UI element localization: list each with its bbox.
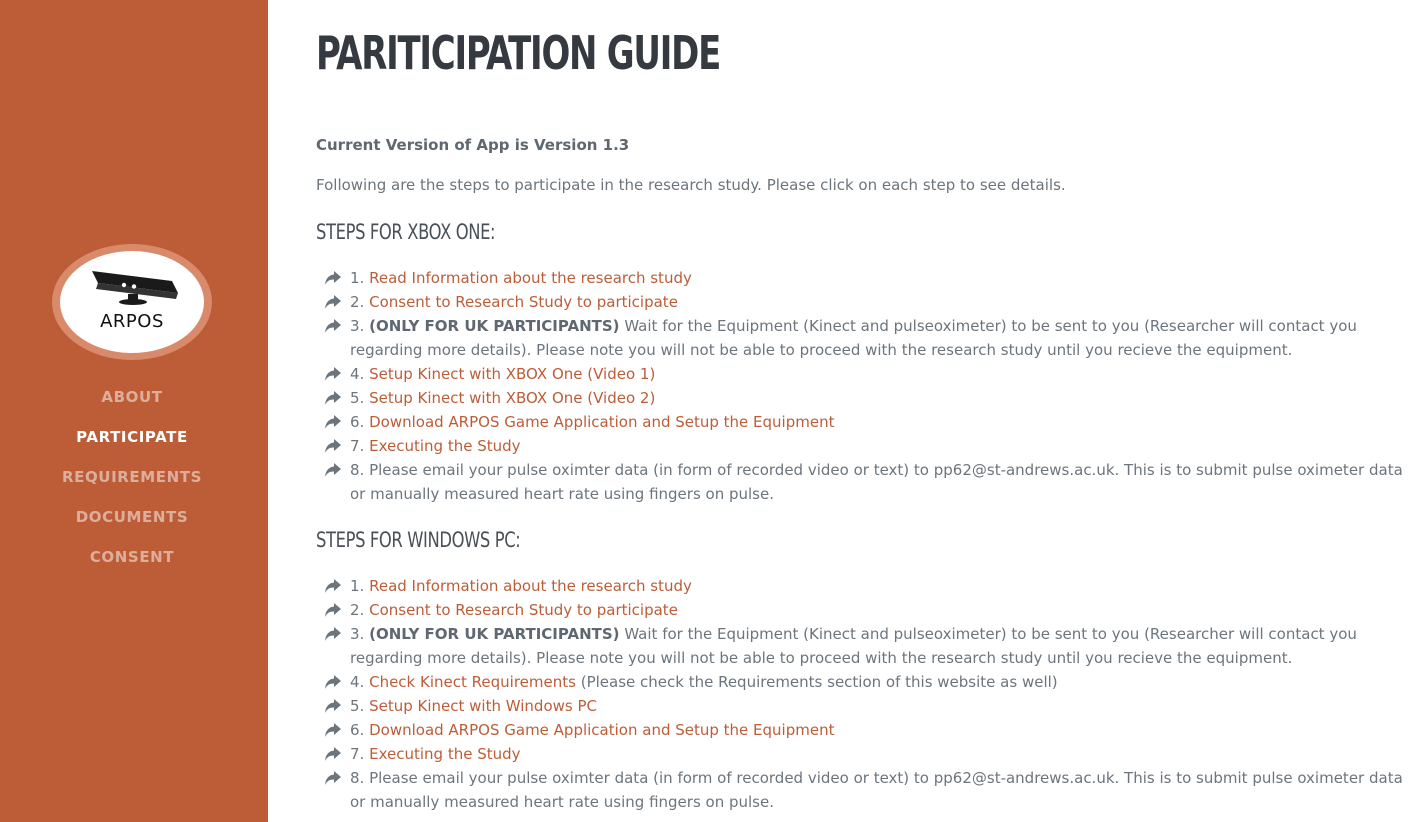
step-item — [324, 742, 1404, 766]
sidebar-nav — [0, 384, 264, 584]
sidebar — [0, 0, 268, 822]
step-link[interactable]: Setup Kinect with XBOX One (Video 1) — [369, 365, 656, 383]
step-number: 5. — [350, 697, 365, 715]
share-arrow-icon — [324, 746, 342, 762]
step-item — [324, 386, 1404, 410]
step-number: 5. — [350, 389, 365, 407]
step-item — [324, 266, 1404, 290]
share-arrow-icon — [324, 438, 342, 454]
step-link[interactable]: Read Information about the research study — [369, 269, 692, 287]
step-number: 7. — [350, 745, 365, 763]
kinect-sensor-icon — [88, 267, 180, 307]
section-title-windows: STEPS FOR WINDOWS PC: — [316, 528, 521, 552]
step-item — [324, 362, 1404, 386]
step-text: Wait for the Equipment (Kinect and pulseoximeter) to be sent to you (Researcher will contact you regarding more details). Please note you will not be able to proceed with the research study until you recieve the equipment. — [350, 317, 1357, 359]
share-arrow-icon — [324, 722, 342, 738]
app-version: Current Version of App is Version 1.3 — [316, 136, 630, 154]
step-text: Wait for the Equipment (Kinect and pulseoximeter) to be sent to you (Researcher will contact you regarding more details). Please note you will not be able to proceed with the research study until you recieve the equipment. — [350, 625, 1357, 667]
share-arrow-icon — [324, 770, 342, 786]
step-link[interactable]: Download ARPOS Game Application and Setup the Equipment — [369, 413, 835, 431]
step-item — [324, 314, 1404, 362]
step-number: 1. — [350, 269, 365, 287]
share-arrow-icon — [324, 602, 342, 618]
nav-item-about[interactable]: ABOUT — [101, 388, 163, 406]
share-arrow-icon — [324, 462, 342, 478]
step-item — [324, 434, 1404, 458]
step-number: 7. — [350, 437, 365, 455]
share-arrow-icon — [324, 366, 342, 382]
share-arrow-icon — [324, 270, 342, 286]
step-item — [324, 290, 1404, 314]
step-link[interactable]: Consent to Research Study to participate — [369, 293, 678, 311]
step-number: 1. — [350, 577, 365, 595]
step-emphasis: (ONLY FOR UK PARTICIPANTS) — [369, 625, 620, 643]
step-emphasis: (ONLY FOR UK PARTICIPANTS) — [369, 317, 620, 335]
section-title-xbox: STEPS FOR XBOX ONE: — [316, 220, 496, 244]
step-link[interactable]: Setup Kinect with XBOX One (Video 2) — [369, 389, 656, 407]
steps-list-xbox — [324, 266, 1404, 506]
step-number: 6. — [350, 721, 365, 739]
step-link[interactable]: Check Kinect Requirements — [369, 673, 576, 691]
step-item — [324, 670, 1404, 694]
step-number: 2. — [350, 293, 365, 311]
step-item — [324, 694, 1404, 718]
step-link[interactable]: Setup Kinect with Windows PC — [369, 697, 597, 715]
nav-item-participate[interactable]: PARTICIPATE — [76, 428, 188, 446]
share-arrow-icon — [324, 578, 342, 594]
nav-item-consent[interactable]: CONSENT — [89, 548, 175, 566]
step-number: 3. — [350, 625, 365, 643]
step-text: Please email your pulse oximter data (in form of recorded video or text) to pp62@st-andrews.ac.uk. This is to submit pulse oximeter data or manually measured heart rate using fingers on pulse. — [350, 461, 1403, 503]
step-number: 4. — [350, 673, 365, 691]
page-title: PARITICIPATION GUIDE — [316, 26, 721, 80]
nav-item-requirements[interactable]: REQUIREMENTS — [61, 468, 203, 486]
step-item — [324, 598, 1404, 622]
step-item — [324, 766, 1404, 814]
step-number: 6. — [350, 413, 365, 431]
step-link[interactable]: Read Information about the research study — [369, 577, 692, 595]
share-arrow-icon — [324, 674, 342, 690]
share-arrow-icon — [324, 318, 342, 334]
share-arrow-icon — [324, 626, 342, 642]
step-text: (Please check the Requirements section of this website as well) — [580, 673, 1058, 691]
step-number: 4. — [350, 365, 365, 383]
step-text: Please email your pulse oximter data (in form of recorded video or text) to pp62@st-andrews.ac.uk. This is to submit pulse oximeter data or manually measured heart rate using fingers on pulse. — [350, 769, 1403, 811]
share-arrow-icon — [324, 294, 342, 310]
step-link[interactable]: Download ARPOS Game Application and Setup the Equipment — [369, 721, 835, 739]
step-number: 8. — [350, 461, 365, 479]
share-arrow-icon — [324, 698, 342, 714]
step-link[interactable]: Executing the Study — [369, 437, 521, 455]
steps-list-windows — [324, 574, 1404, 814]
step-link[interactable]: Executing the Study — [369, 745, 521, 763]
step-number: 3. — [350, 317, 365, 335]
step-number: 2. — [350, 601, 365, 619]
nav-item-documents[interactable]: DOCUMENTS — [75, 508, 189, 526]
step-link[interactable]: Consent to Research Study to participate — [369, 601, 678, 619]
step-item — [324, 622, 1404, 670]
step-item — [324, 718, 1404, 742]
logo-text: ARPOS — [100, 311, 164, 332]
intro-text: Following are the steps to participate in the research study. Please click on each step to see details. — [316, 176, 1066, 194]
step-number: 8. — [350, 769, 365, 787]
step-item — [324, 574, 1404, 598]
share-arrow-icon — [324, 390, 342, 406]
step-item — [324, 410, 1404, 434]
share-arrow-icon — [324, 414, 342, 430]
site-logo[interactable] — [60, 251, 204, 353]
step-item — [324, 458, 1404, 506]
